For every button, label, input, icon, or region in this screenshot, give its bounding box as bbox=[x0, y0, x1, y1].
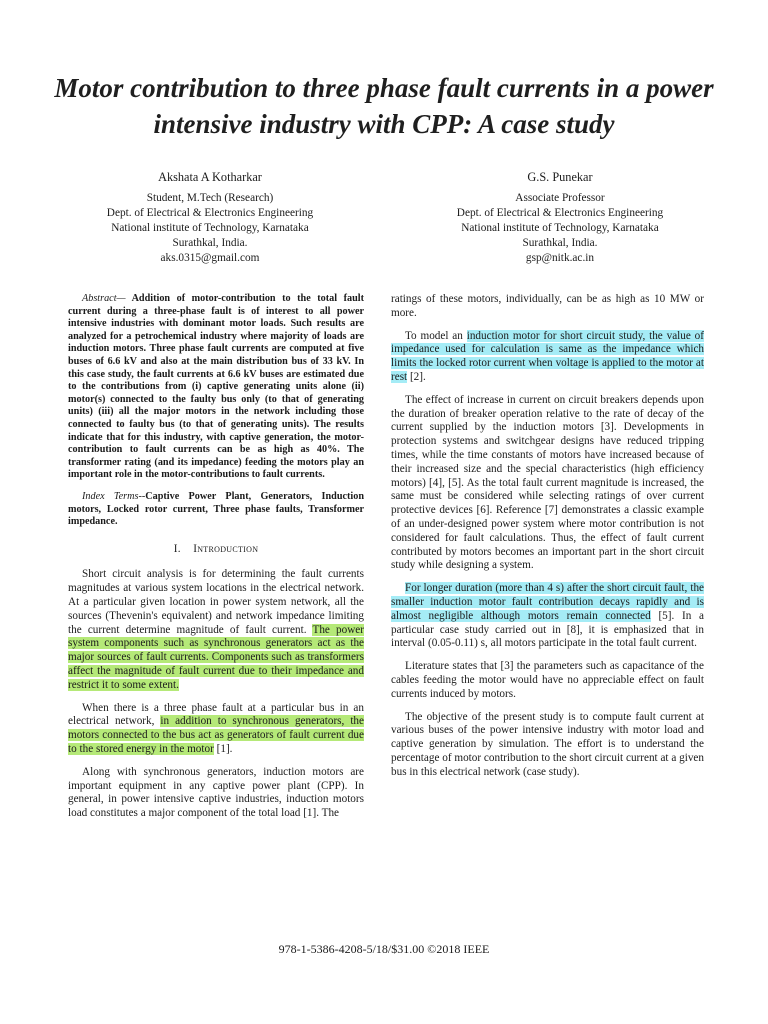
left-column bbox=[68, 293, 364, 830]
abstract bbox=[68, 293, 364, 482]
highlighted-text: induction motor for short circuit study, the value of impedance used for calculation is same as the impedance which limits the locked rotor current when voltage is applied to the motor at rest bbox=[391, 329, 704, 383]
paragraph-text: To model an bbox=[405, 329, 467, 342]
author-location: Surathkal, India. bbox=[172, 237, 248, 249]
paper-title: Motor contribution to three phase fault currents in a power intensive industry with CPP: A case study bbox=[54, 73, 714, 139]
author-institution: National institute of Technology, Karnataka bbox=[111, 222, 309, 234]
author-block-2 bbox=[430, 170, 690, 266]
right-paragraph-6: The objective of the present study is to compute fault current at various buses of the power intensive industry with motor load and captive generation by simulation. The effort is to understand the percentage of motor contribution to the short circuit current at a given bus in this electrical network (case study). bbox=[391, 710, 704, 778]
intro-paragraph-3: Along with synchronous generators, induction motors are important equipment in any captive power plant (CPP). In general, in power intensive captive industries, induction motors load constitutes a major component of the total load [1]. The bbox=[68, 765, 364, 820]
right-paragraph-1: ratings of these motors, individually, can be as high as 10 MW or more. bbox=[391, 293, 704, 319]
section-heading bbox=[68, 543, 364, 557]
right-paragraph-4 bbox=[391, 582, 704, 651]
paragraph-text: [5]. In a particular case study carried out in [8], it is emphasized that in interval (0.05-0.11) s, all motors participate in the total fault current. bbox=[391, 609, 704, 650]
paragraph-text: [1]. bbox=[213, 743, 233, 756]
section-title: Introduction bbox=[193, 542, 259, 555]
right-paragraph-2 bbox=[391, 330, 704, 385]
abstract-label: Abstract— bbox=[82, 293, 126, 304]
highlighted-text: in addition to synchronous generators, the motors connected to the bus act as generators of fault current due to the stored energy in the motor bbox=[68, 715, 364, 756]
paragraph-text: When there is a three phase fault at a particular bus in an electrical network, bbox=[68, 701, 364, 728]
author-institution: National institute of Technology, Karnataka bbox=[461, 222, 659, 234]
author-email: gsp@nitk.ac.in bbox=[525, 252, 595, 264]
paragraph-text: [2]. bbox=[407, 370, 426, 383]
author-name: Akshata A Kotharkar bbox=[158, 170, 262, 184]
intro-paragraph-1 bbox=[68, 568, 364, 692]
highlighted-text: For longer duration (more than 4 s) after the short circuit fault, the smaller induction motor fault contribution decays rapidly and is almost negligible although motors remain connected bbox=[391, 582, 704, 622]
author-block-1 bbox=[80, 170, 340, 266]
author-department: Dept. of Electrical & Electronics Engineering bbox=[106, 207, 314, 219]
author-name: G.S. Punekar bbox=[527, 170, 593, 184]
index-terms-label: Index Terms-- bbox=[82, 490, 146, 502]
author-position: Associate Professor bbox=[515, 192, 605, 204]
author-location: Surathkal, India. bbox=[522, 237, 598, 249]
copyright-footer: 978-1-5386-4208-5/18/$31.00 ©2018 IEEE bbox=[278, 942, 490, 956]
index-terms-text: Captive Power Plant, Generators, Induction motors, Locked rotor current, Three phase faults, Transformer impedance. bbox=[68, 490, 364, 528]
section-number: I. bbox=[173, 542, 181, 555]
author-position: Student, M.Tech (Research) bbox=[146, 192, 274, 204]
highlighted-text: The power system components such as synchronous generators act as the major sources of fault currents. Components such as transformers affect the magnitude of fault current due to their impedance and restrict it to some extent. bbox=[68, 623, 364, 691]
right-paragraph-3: The effect of increase in current on circuit breakers depends upon the duration of breaker operation relative to the rate of decay of the current supplied by the induction motors [3]. Developments in protection systems and switchgear designs have reduced tripping times, while the time constants of motors have increased because of their increased size and the special characteristics (high efficiency motors) [4], [5]. As the total fault current magnitude is increased, the same must be considered while selecting ratings of over current protective devices [6]. Reference [7] demonstrates a classic example of an under-designed power system where motor contribution is not considered for fault calculations. Thus, the effect of fault current contributed by motors becomes an important part in the short circuit study while designing a system. bbox=[391, 393, 704, 572]
index-terms bbox=[68, 491, 364, 529]
author-department: Dept. of Electrical & Electronics Engineering bbox=[456, 207, 664, 219]
paragraph-text: Short circuit analysis is for determining the fault currents magnitudes at various system locations in the electrical network. At a particular given location in power system network, all the sources (Thevenin's equivalent) and network impedance limiting the current determine magnitude of fault current. bbox=[68, 568, 364, 636]
intro-paragraph-2 bbox=[68, 702, 364, 757]
right-paragraph-5: Literature states that [3] the parameters such as capacitance of the cables feeding the motor would have no appreciable effect on fault currents induced by motors. bbox=[391, 660, 704, 700]
author-email: aks.0315@gmail.com bbox=[160, 252, 260, 264]
abstract-text: Addition of motor-contribution to the total fault current during a three-phase fault is of interest to all power intensive industries with dominant motor loads. Such results are analyzed for a petrochemical industry where majority of loads are induction motors. Three phase fault currents are computed at five buses of 6.6 kV and also at the main distribution bus of 33 kV. In this case study, the fault currents at 6.6 kV buses are estimated due to the contributions from (i) captive generating units alone (ii) motor(s) connected to the faulty bus only (to that of generating units) (iii) all the major motors in the network including those connected to faulty bus (to that of generating units). The results indicate that for this industry, with captive generation, the motor-contribution to fault currents can be as high as 40%. The transformer rating (and its impedance) feeding the motors play an important role in the motor-contributions to fault currents. bbox=[68, 293, 364, 481]
right-column bbox=[391, 293, 704, 789]
